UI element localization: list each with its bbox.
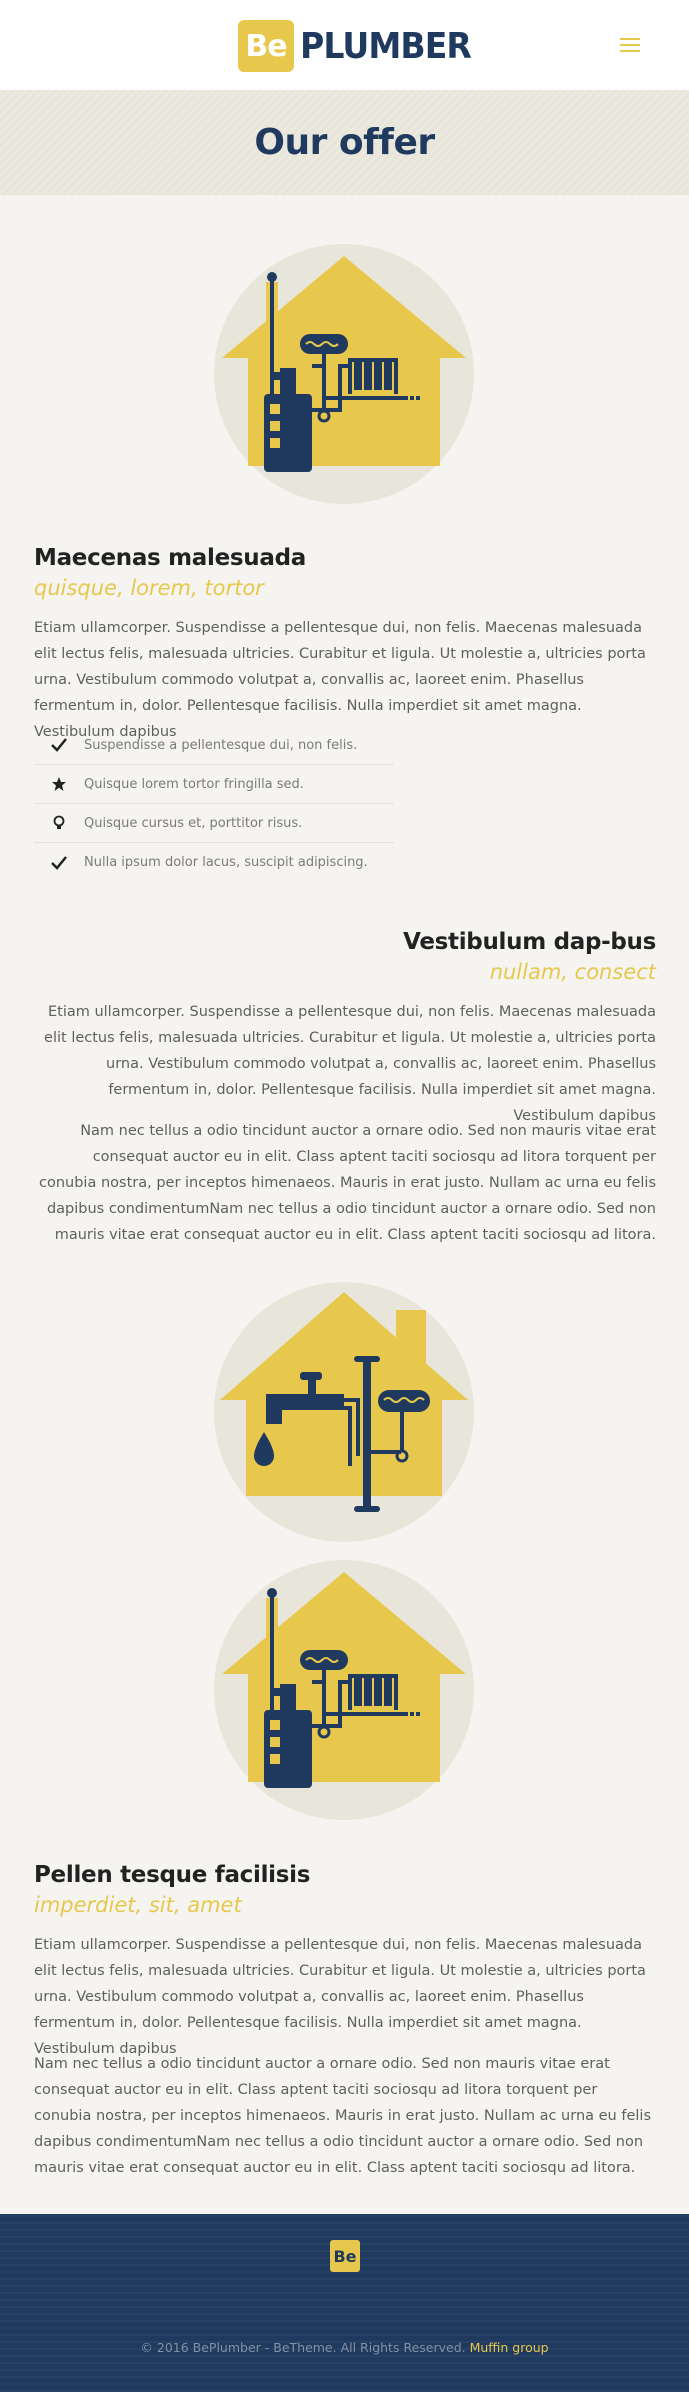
check-icon (34, 737, 84, 753)
hamburger-icon[interactable] (620, 38, 640, 54)
section1-paragraph: Etiam ullamcorper. Suspendisse a pellentesque dui, non felis. Maecenas malesuada elit lectus felis, malesuada ultricies. Curabitur et ligula. Ut molestie a, ultricies porta urna. Vestibulum commodo volutpat a, convallis ac, laoreet enim. Phasellus fermentum in, dolor. Pellentesque facilisis. Nulla imperdiet sit amet magna. Vestibulum dapibus (34, 620, 646, 740)
site-header (0, 0, 689, 90)
faucet-house-illustration (214, 1282, 474, 1542)
feature-list (34, 726, 394, 882)
section3-paragraph-1: Etiam ullamcorper. Suspendisse a pellentesque dui, non felis. Maecenas malesuada elit lectus felis, malesuada ultricies. Curabitur et ligula. Ut molestie a, ultricies porta urna. Vestibulum commodo volutpat a, convallis ac, laoreet enim. Phasellus fermentum in, dolor. Pellentesque facilisis. Nulla imperdiet sit amet magna. Vestibulum dapibus (34, 1937, 646, 2057)
footer-logo[interactable]: Be (330, 2240, 360, 2272)
site-footer (0, 2214, 689, 2392)
list-item-text: Quisque cursus et, porttitor risus. (84, 815, 303, 831)
list-item-text: Quisque lorem tortor fringilla sed. (84, 776, 304, 792)
site-logo[interactable] (238, 20, 486, 72)
page-title: Our offer (254, 122, 435, 163)
section1-subtitle: quisque, lorem, tortor (34, 576, 264, 600)
section1-title: Maecenas malesuada (34, 545, 306, 571)
copyright-text: © 2016 BePlumber - BeTheme. All Rights Reserved. (140, 2340, 466, 2355)
page-title-band (0, 90, 689, 195)
lightbulb-icon (34, 815, 84, 831)
list-item-text: Nulla ipsum dolor lacus, suscipit adipiscing. (84, 855, 368, 870)
section2-subtitle: nullam, consect (489, 960, 656, 984)
list-item-text: Suspendisse a pellentesque dui, non felis. (84, 737, 358, 753)
boiler-house-illustration-2 (214, 1560, 474, 1820)
footer-copyright (0, 2340, 689, 2355)
section2-paragraph-2: Nam nec tellus a odio tincidunt auctor a ornare odio. Sed non mauris vitae erat consequat auctor eu in elit. Class aptent taciti sociosqu ad litora torquent per conubia nostra, per inceptos himenaeos. Mauris in erat justo. Nullam ac urna eu felis dapibus condimentumNam nec tellus a odio tincidunt auctor a ornare odio. Sed non mauris vitae erat consequat auctor eu in elit. Class aptent taciti sociosqu ad litora. (39, 1123, 656, 1243)
logo-wordmark: PLUMBER (300, 25, 471, 67)
boiler-house-illustration (214, 244, 474, 504)
star-icon (34, 776, 84, 792)
section3-subtitle: imperdiet, sit, amet (34, 1893, 242, 1917)
section2-paragraph-1: Etiam ullamcorper. Suspendisse a pellentesque dui, non felis. Maecenas malesuada elit lectus felis, malesuada ultricies. Curabitur et ligula. Ut molestie a, ultricies porta urna. Vestibulum commodo volutpat a, convallis ac, laoreet enim. Phasellus fermentum in, dolor. Pellentesque facilisis. Nulla imperdiet sit amet magna. Vestibulum dapibus (44, 1004, 656, 1124)
check-icon (34, 855, 84, 871)
list-item (34, 843, 394, 882)
list-item (34, 804, 394, 843)
logo-be-badge: Be (238, 20, 294, 72)
section3-title: Pellen tesque facilisis (34, 1862, 311, 1888)
list-item (34, 726, 394, 765)
muffin-group-link[interactable]: Muffin group (469, 2340, 549, 2355)
section2-title: Vestibulum dap-bus (403, 929, 656, 955)
section3-paragraph-2: Nam nec tellus a odio tincidunt auctor a ornare odio. Sed non mauris vitae erat consequat auctor eu in elit. Class aptent taciti sociosqu ad litora torquent per conubia nostra, per inceptos himenaeos. Mauris in erat justo. Nullam ac urna eu felis dapibus condimentumNam nec tellus a odio tincidunt auctor a ornare odio. Sed non mauris vitae erat consequat auctor eu in elit. Class aptent taciti sociosqu ad litora. (34, 2056, 651, 2176)
list-item (34, 765, 394, 804)
